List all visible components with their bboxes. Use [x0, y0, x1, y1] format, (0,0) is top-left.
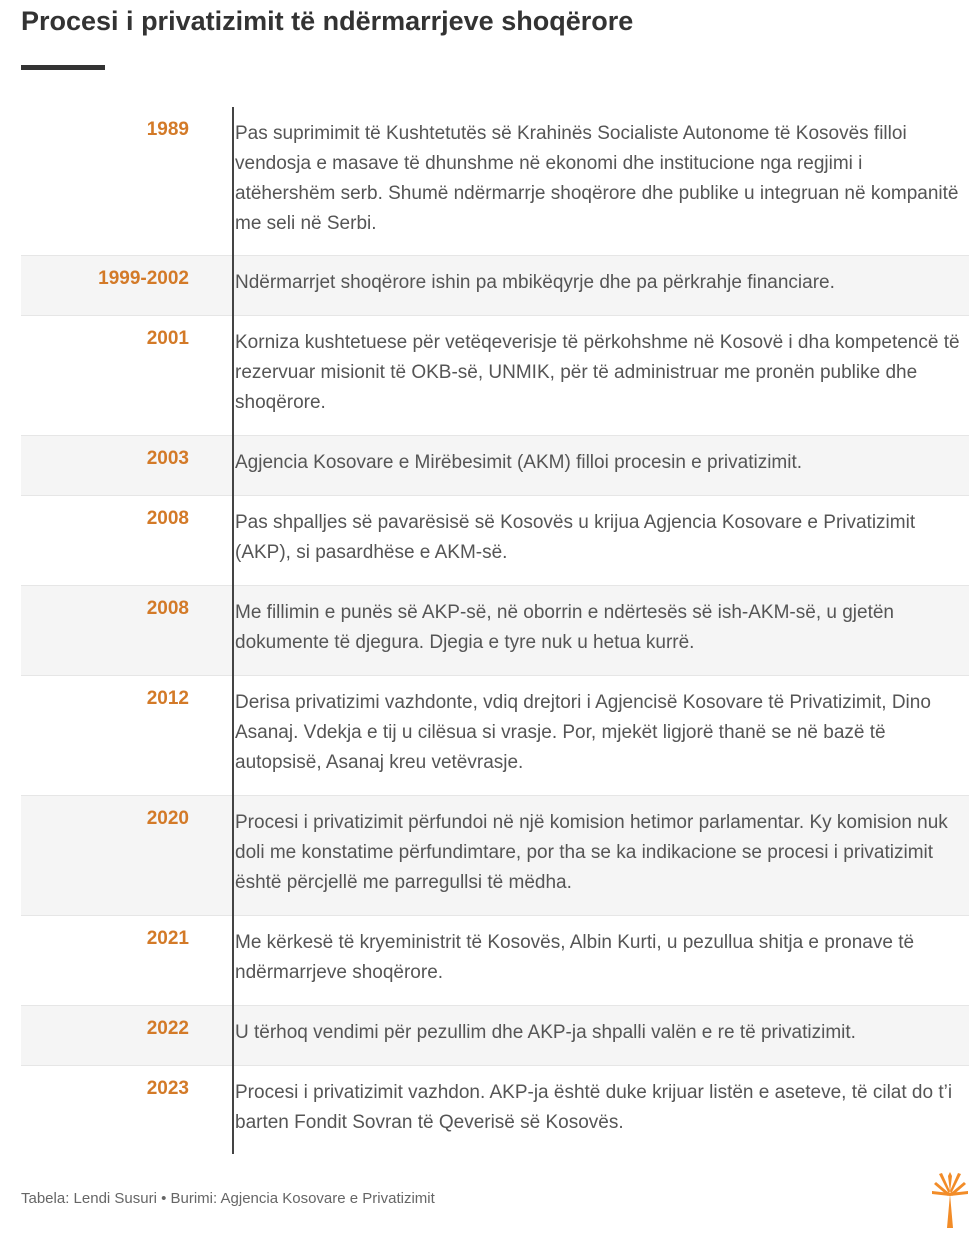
row-year: 2020 — [146, 808, 189, 829]
row-year: 2021 — [146, 928, 189, 949]
row-text: Pas shpalljes së pavarësisë së Kosovës u krijua Agjencia Kosovare e Privatizimit (AKP), si pasardhëse e AKM-së. — [235, 512, 916, 563]
row-year: 2023 — [146, 1078, 189, 1099]
row-year: 2003 — [146, 448, 189, 469]
timeline-row — [21, 496, 969, 586]
timeline-row — [21, 436, 969, 496]
timeline-row — [21, 107, 969, 256]
timeline-row — [21, 586, 969, 676]
timeline-row — [21, 316, 969, 436]
title-underline — [21, 65, 105, 70]
row-text: Pas suprimimit të Kushtetutës së Krahinës Socialiste Autonome të Kosovës filloi vendosja e masave të dhunshme në ekonomi dhe institucione nga regjimi i atëhershëm serb. Shumë ndërmarrje shoqërore dhe publike u integruan në kompanitë me seli në Serbi. — [235, 123, 959, 234]
row-text: Me fillimin e punës së AKP-së, në oborrin e ndërtesës së ish-AKM-së, u gjetën dokumente të djegura. Djegia e tyre nuk u hetua kurrë. — [235, 602, 894, 653]
timeline-table — [21, 107, 969, 1154]
row-text: Derisa privatizimi vazhdonte, vdiq drejtori i Agjencisë Kosovare të Privatizimit, Dino Asanaj. Vdekja e tij u cilësua si vrasje. Por, mjekët ligjorë thanë se në bazë të autopsisë, Asanaj kreu vetëvrasje. — [235, 692, 931, 773]
source-credit: Tabela: Lendi Susuri • Burimi: Agjencia Kosovare e Privatizimit — [21, 1190, 435, 1207]
timeline-row — [21, 676, 969, 796]
row-text: Ndërmarrjet shoqërore ishin pa mbikëqyrje dhe pa përkrahje financiare. — [235, 272, 835, 293]
timeline-row — [21, 1066, 969, 1154]
row-year: 2022 — [146, 1018, 189, 1039]
timeline-row — [21, 256, 969, 316]
timeline-row — [21, 1006, 969, 1066]
row-year: 1989 — [146, 119, 189, 140]
page-title: Procesi i privatizimit të ndërmarrjeve shoqërore — [21, 6, 634, 36]
row-text: U tërhoq vendimi për pezullim dhe AKP-ja shpalli valën e re të privatizimit. — [235, 1022, 856, 1043]
row-year: 2001 — [146, 328, 189, 349]
row-year: 2008 — [146, 508, 189, 529]
row-text: Agjencia Kosovare e Mirëbesimit (AKM) filloi procesin e privatizimit. — [235, 452, 803, 473]
timeline-row — [21, 916, 969, 1006]
row-year: 1999-2002 — [98, 268, 189, 289]
row-year: 2012 — [146, 688, 189, 709]
row-text: Procesi i privatizimit vazhdon. AKP-ja është duke krijuar listën e aseteve, të cilat do t’i barten Fondit Sovran të Qeverisë së Kosovës. — [235, 1082, 953, 1133]
row-year: 2008 — [146, 598, 189, 619]
timeline-divider — [232, 107, 234, 1154]
rfe-torch-icon — [930, 1172, 970, 1230]
row-text: Me kërkesë të kryeministrit të Kosovës, Albin Kurti, u pezullua shitja e pronave të ndërmarrjeve shoqërore. — [235, 932, 915, 983]
row-text: Korniza kushtetuese për vetëqeverisje të përkohshme në Kosovë i dha kompetencë të rezervuar misionit të OKB-së, UNMIK, për të administruar me pronën publike dhe shoqërore. — [235, 332, 960, 413]
row-text: Procesi i privatizimit përfundoi në një komision hetimor parlamentar. Ky komision nuk doli me konstatime përfundimtare, por tha se ka indikacione se procesi i privatizimit është përcjellë me parregullsi të mëdha. — [235, 812, 948, 893]
timeline-row — [21, 796, 969, 916]
